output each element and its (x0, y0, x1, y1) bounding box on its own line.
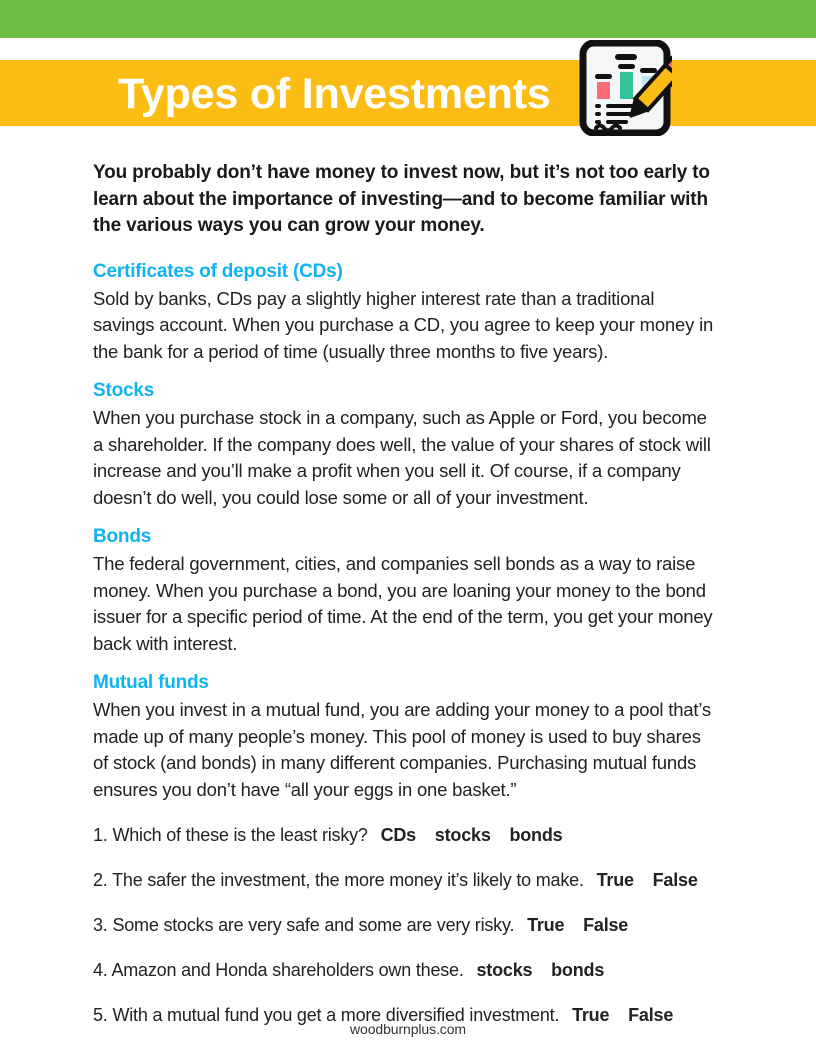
quiz-question: Which of these is the least risky? (112, 825, 368, 845)
quiz-question: With a mutual fund you get a more diversified investment. (112, 1005, 560, 1025)
quiz-option[interactable]: stocks (476, 960, 533, 980)
section-heading: Bonds (93, 526, 152, 547)
header-green-band (0, 0, 816, 38)
section-stocks (93, 379, 719, 511)
clipboard-chart-pencil-icon (578, 40, 672, 136)
quiz-number: 4. (93, 960, 108, 980)
quiz-item (93, 868, 719, 892)
section-body: When you invest in a mutual fund, you are adding your money to a pool that’s made up of many people’s money. This pool of money is used to buy shares of stock (and bonds) in many different companies. Purchasing mutual funds ensures you don’t have “all your eggs in one basket.” (93, 699, 711, 800)
quiz-item (93, 958, 719, 982)
quiz-option[interactable]: False (628, 1005, 674, 1025)
section-body: The federal government, cities, and companies sell bonds as a way to raise money. When you purchase a bond, you are loaning your money to the bond issuer for a specific period of time. At the end of the term, you get your money back with interest. (93, 553, 713, 654)
quiz-question: Amazon and Honda shareholders own these. (111, 960, 464, 980)
quiz-option[interactable]: True (527, 915, 565, 935)
quiz-options (381, 825, 563, 845)
quiz-option[interactable]: False (652, 870, 698, 890)
quiz-question: Some stocks are very safe and some are very risky. (112, 915, 515, 935)
quiz-option[interactable]: CDs (380, 825, 416, 845)
quiz-option[interactable]: False (583, 915, 629, 935)
quiz-item (93, 823, 719, 847)
section-mutual-funds (93, 671, 719, 803)
section-certificates-of-deposit (93, 260, 719, 366)
worksheet-content (93, 160, 719, 1048)
section-heading: Stocks (93, 380, 155, 401)
quiz-option[interactable]: stocks (434, 825, 491, 845)
quiz-item (93, 913, 719, 937)
intro-paragraph: You probably don’t have money to invest now, but it’s not too early to learn about the importance of investing—and to become familiar with the various ways you can grow your money. (93, 162, 710, 236)
section-heading: Mutual funds (93, 672, 209, 693)
section-heading: Certificates of deposit (CDs) (93, 260, 343, 282)
quiz-list (93, 823, 719, 1027)
quiz-options (476, 960, 604, 980)
page-title: Types of Investments (118, 70, 551, 118)
section-body: Sold by banks, CDs pay a slightly higher interest rate than a traditional savings account. When you purchase a CD, you agree to keep your money in the bank for a period of time (usually three months to five years). (93, 287, 714, 362)
footer-site-url: woodburnplus.com (350, 1021, 466, 1037)
quiz-number: 3. (93, 915, 108, 935)
quiz-options (597, 870, 698, 890)
quiz-option[interactable]: True (596, 870, 634, 890)
section-bonds (93, 525, 719, 657)
quiz-number: 5. (93, 1005, 108, 1025)
quiz-option[interactable]: bonds (551, 960, 605, 980)
quiz-options (527, 915, 628, 935)
quiz-question: The safer the investment, the more money it’s likely to make. (112, 870, 584, 890)
section-body: When you purchase stock in a company, such as Apple or Ford, you become a shareholder. If the company does well, the value of your shares of stock will increase and you’ll make a profit when you sell it. Of course, if a company doesn’t do well, you could lose some or all of your investment. (93, 407, 711, 508)
quiz-number: 2. (93, 870, 108, 890)
quiz-option[interactable]: True (572, 1005, 610, 1025)
quiz-option[interactable]: bonds (509, 825, 563, 845)
quiz-number: 1. (93, 825, 108, 845)
